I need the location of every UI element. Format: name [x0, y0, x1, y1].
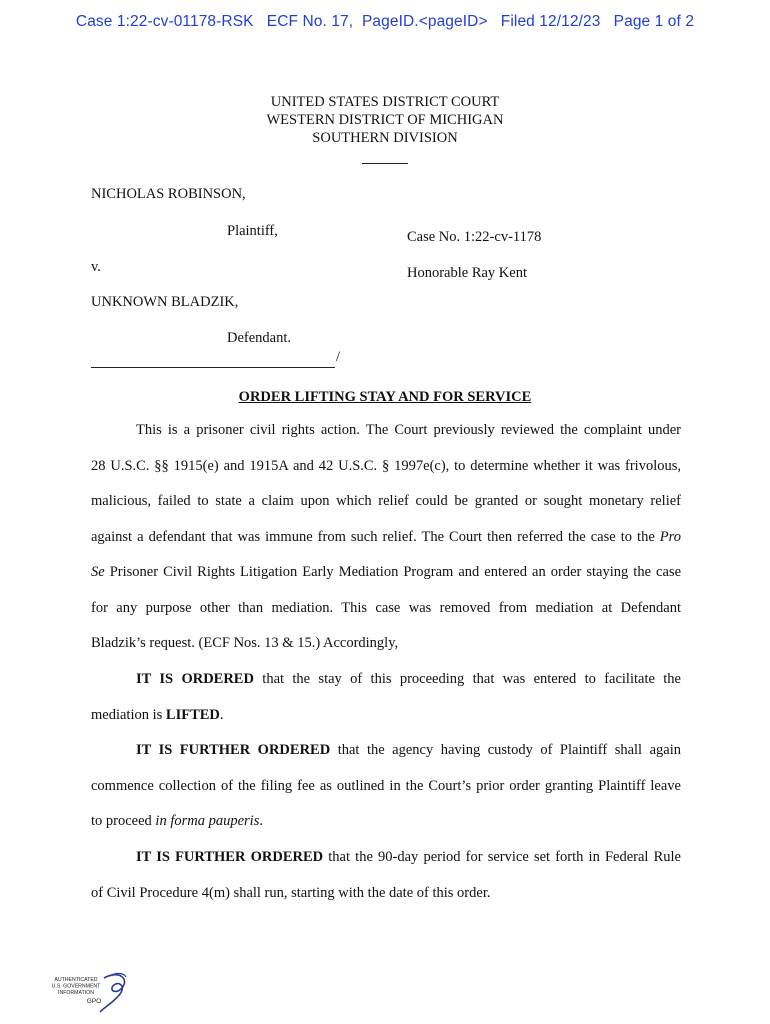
paragraph-line-text: against a defendant that was immune from such relief. The Court then referred the case to the — [91, 528, 655, 545]
paragraph-line — [91, 804, 681, 840]
paragraph-line — [91, 555, 681, 591]
paragraph-service — [91, 840, 681, 911]
seal-line: U.S. GOVERNMENT — [51, 983, 101, 990]
paragraph-line: of Civil Procedure 4(m) shall run, starting with the date of this order. — [91, 884, 491, 901]
paragraph-line-text: . — [219, 706, 224, 723]
ecf-header-stamp: Case 1:22-cv-01178-RSK ECF No. 17, PageID.<pageID> Filed 12/12/23 Page 1 of 2 — [75, 13, 695, 30]
order-lead: IT IS FURTHER ORDERED — [136, 742, 331, 758]
eagle-icon — [100, 975, 125, 1012]
paragraph-stay-lifted — [91, 662, 681, 733]
caption-rule — [91, 367, 335, 368]
judge-name: Honorable Ray Kent — [407, 265, 527, 281]
plaintiff-role: Plaintiff, — [227, 223, 278, 239]
court-name: UNITED STATES DISTRICT COURT — [270, 94, 500, 110]
paragraph-line: Bladzik’s request. (ECF Nos. 13 & 15.) Accordingly, — [91, 635, 399, 651]
paragraph-line — [91, 662, 681, 698]
paragraph-line-text: Prisoner Civil Rights Litigation Early Mediation Program and entered an order staying the case — [109, 564, 682, 580]
case-number: Case No. 1:22-cv-1178 — [407, 229, 542, 245]
paragraph-line: for any purpose other than mediation. This case was removed from mediation at Defendant — [91, 599, 681, 616]
paragraph-line — [91, 733, 681, 769]
paragraph-line-text: that the 90-day period for service set forth in Federal Rule — [323, 849, 681, 865]
defendant-name: UNKNOWN BLADZIK, — [91, 294, 239, 310]
paragraph-line-text: that the agency having custody of Plaintiff shall again — [330, 742, 681, 758]
seal-line: AUTHENTICATED — [54, 977, 98, 983]
paragraph-line-text: to proceed — [91, 813, 156, 829]
caption-slash: / — [336, 349, 341, 365]
order-lead: IT IS ORDERED — [136, 671, 254, 687]
seal-line: GPO — [86, 998, 102, 1005]
order-lead: IT IS FURTHER ORDERED — [136, 849, 324, 865]
paragraph-background — [91, 413, 681, 662]
court-heading — [0, 93, 770, 147]
defendant-role: Defendant. — [227, 330, 292, 346]
italic-pro: Pro — [659, 528, 681, 545]
plaintiff-name: NICHOLAS ROBINSON, — [91, 186, 246, 202]
versus: v. — [91, 259, 101, 275]
paragraph-line-text: that the stay of this proceeding that was entered to facilitate the — [253, 671, 681, 687]
paragraph-line — [91, 840, 681, 876]
lifted-text: LIFTED — [165, 706, 220, 723]
paragraph-line-text: mediation is — [91, 706, 166, 723]
order-title: ORDER LIFTING STAY AND FOR SERVICE — [238, 389, 532, 405]
ifp-italic: in forma pauperis — [155, 813, 260, 829]
heading-rule — [362, 163, 408, 164]
paragraph-filing-fee — [91, 733, 681, 840]
paragraph-line: 28 U.S.C. §§ 1915(e) and 1915A and 42 U.S.C. § 1997e(c), to determine whether it was frivolous, — [91, 457, 681, 474]
paragraph-line: malicious, failed to state a claim upon which relief could be granted or sought monetary relief — [91, 493, 681, 509]
paragraph-line — [91, 698, 681, 734]
court-division: SOUTHERN DIVISION — [312, 130, 458, 146]
paragraph-line: This is a prisoner civil rights action. The Court previously reviewed the complaint under — [136, 422, 681, 438]
court-district: WESTERN DISTRICT OF MICHIGAN — [266, 112, 504, 128]
italic-se: Se — [91, 564, 105, 580]
seal-line: INFORMATION — [58, 990, 94, 996]
gpo-authentication-seal — [40, 968, 140, 1018]
paragraph-line-text: . — [259, 813, 263, 829]
paragraph-line — [91, 520, 681, 556]
paragraph-line: commence collection of the filing fee as outlined in the Court’s prior order granting Plaintiff leave — [91, 777, 681, 794]
